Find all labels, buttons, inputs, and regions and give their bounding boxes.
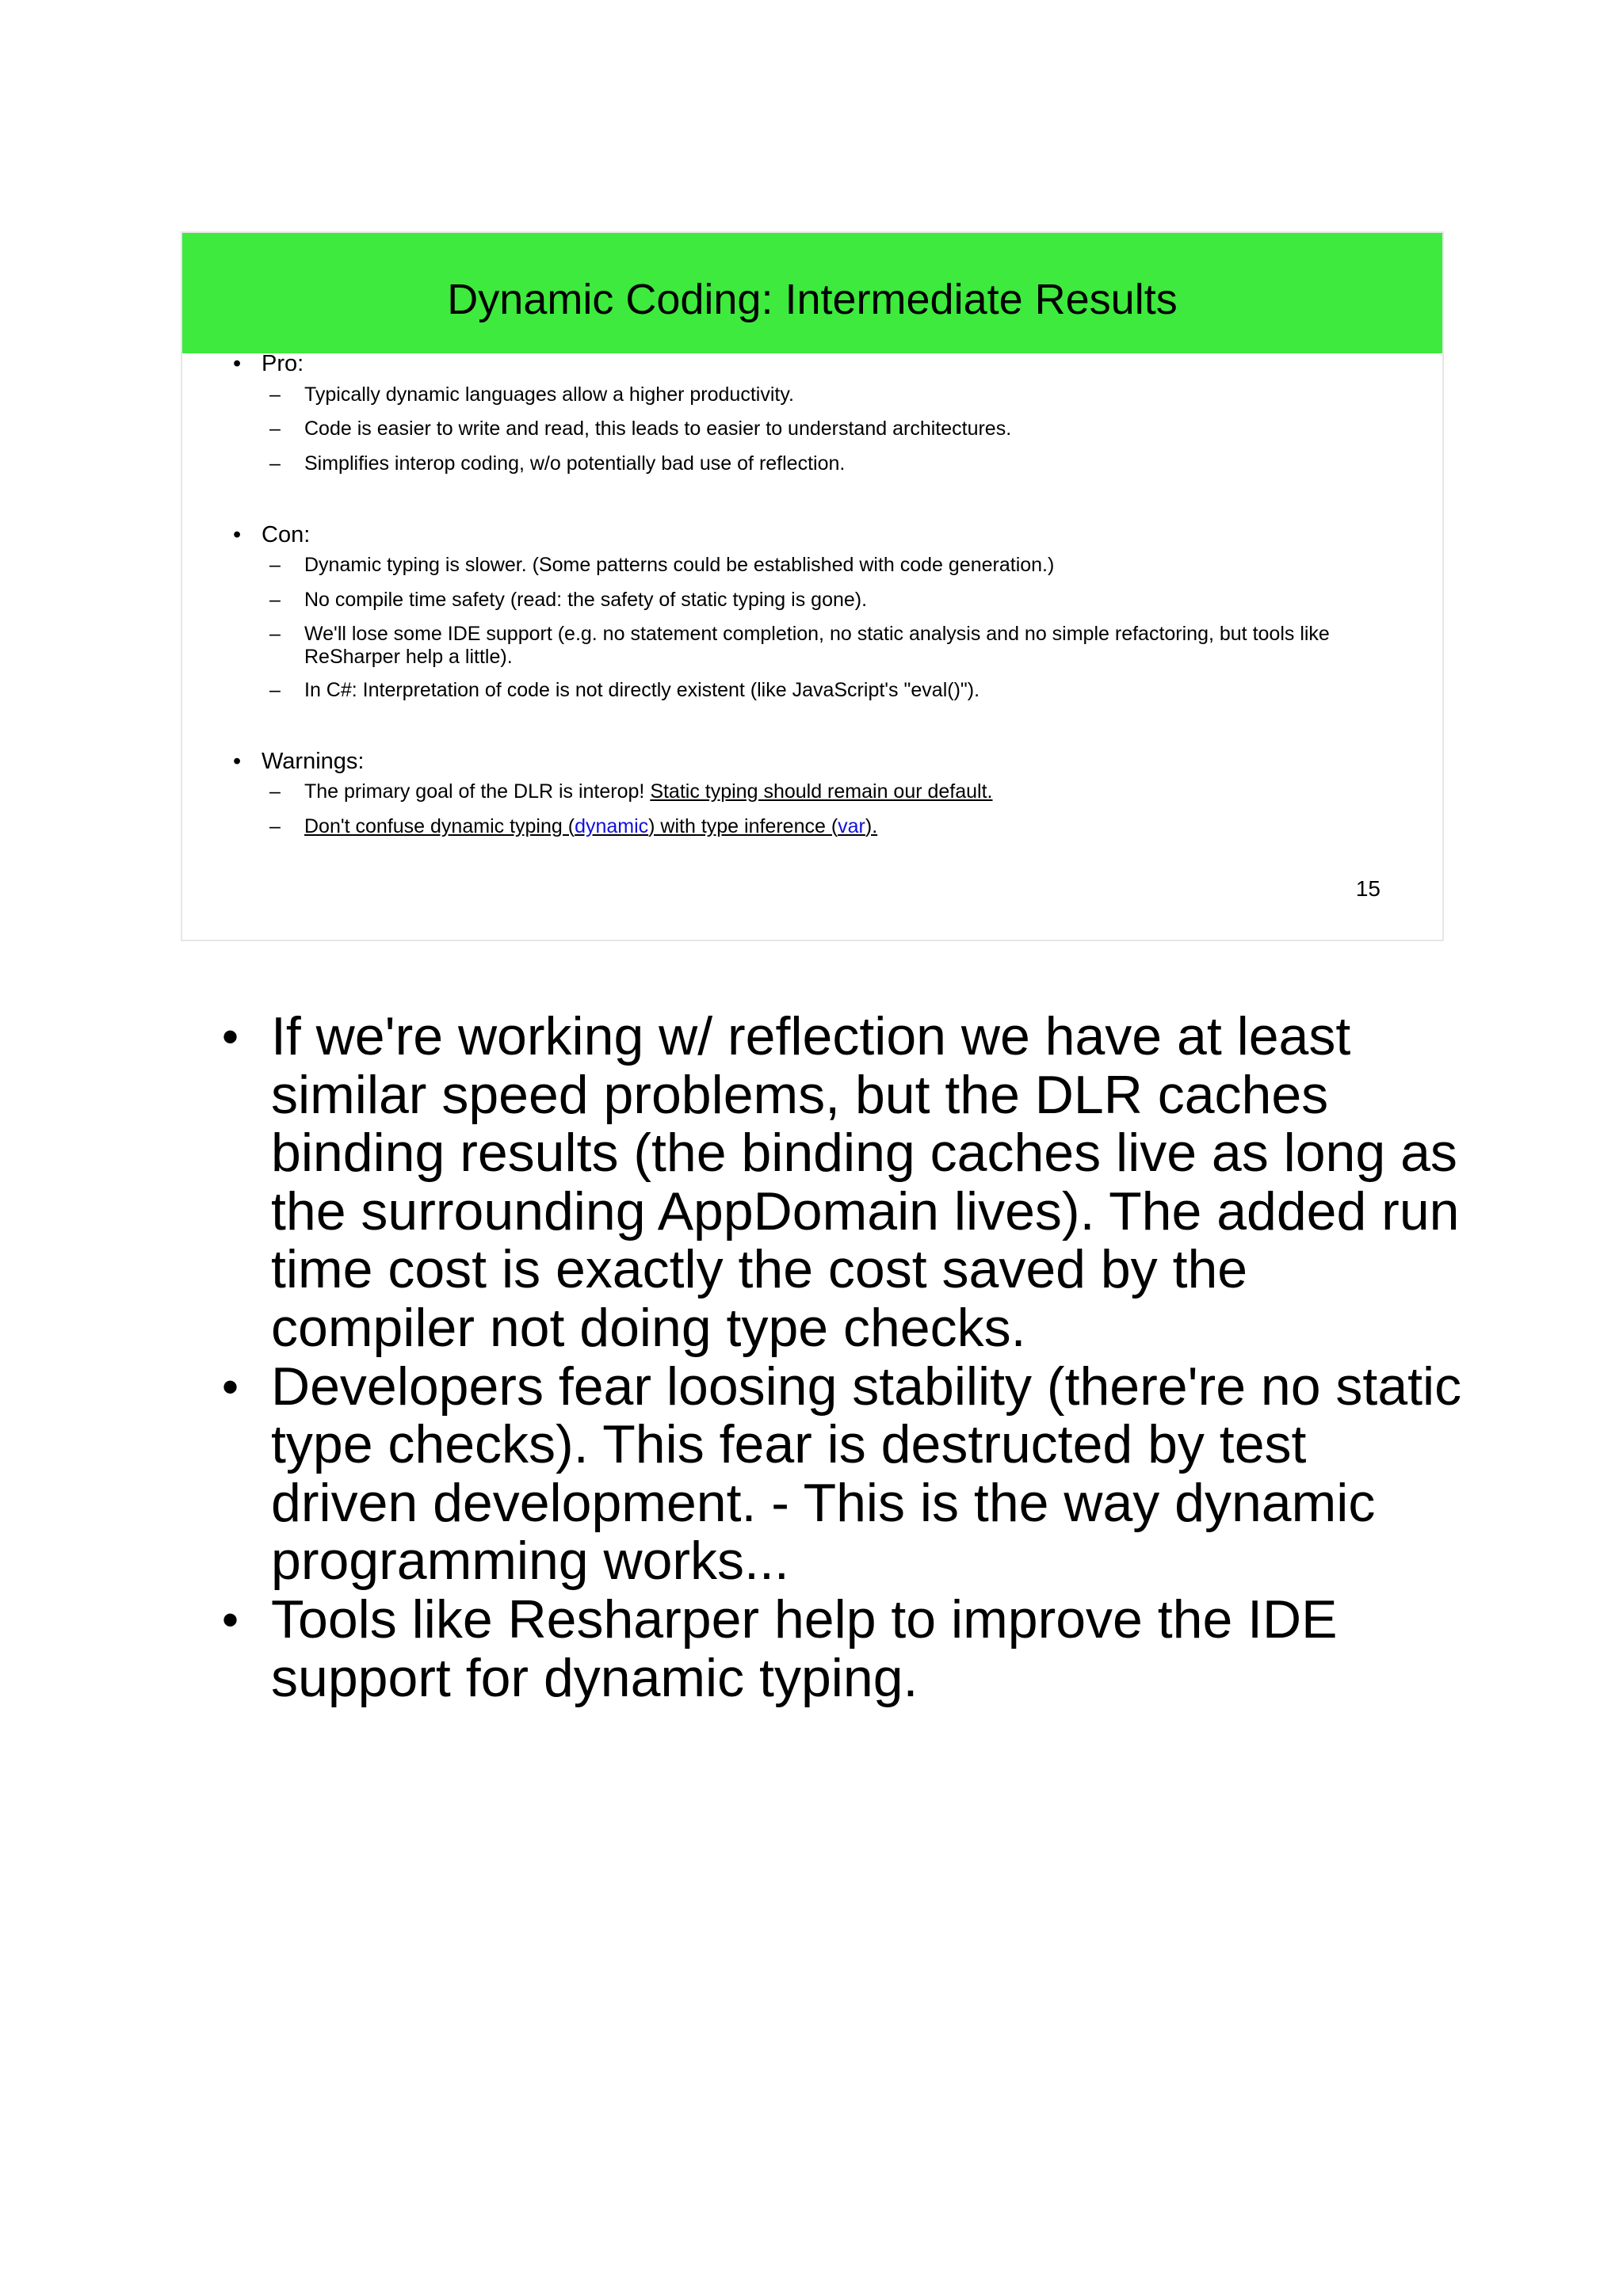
slide-title: Dynamic Coding: Intermediate Results <box>447 276 1178 323</box>
page-number: 15 <box>1355 876 1381 901</box>
bullet-dot-icon: • <box>222 1360 239 1413</box>
dash-icon: – <box>269 815 281 837</box>
underlined-text: Static typing should remain our default. <box>650 780 993 803</box>
keyword-var: var <box>838 815 865 837</box>
note-item: • Developers fear loosing stability (there're no static type checks). This fear is destructed by test driven development. - This is the way dynamic programming works... <box>222 1356 1462 1592</box>
bullet-dot-icon: • <box>233 522 242 547</box>
bullet-dot-icon: • <box>222 1010 239 1063</box>
slide <box>181 231 1444 941</box>
dash-icon: – <box>269 452 281 475</box>
speaker-notes <box>222 1006 1462 1708</box>
dash-icon: – <box>269 383 281 406</box>
dash-icon: – <box>269 780 281 803</box>
dash-icon: – <box>269 623 281 645</box>
bullet-dot-icon: • <box>233 351 242 376</box>
bullet-dot-icon: • <box>222 1592 239 1646</box>
dash-icon: – <box>269 679 281 701</box>
note-item: • Tools like Resharper help to improve the IDE support for dynamic typing. <box>222 1589 1338 1708</box>
dash-icon: – <box>269 589 281 611</box>
keyword-dynamic: dynamic <box>575 815 649 837</box>
bullet-dot-icon: • <box>233 749 242 774</box>
note-item: • If we're working w/ reflection we have at least similar speed problems, but the DLR caches binding results (the binding caches live as long as the surrounding AppDomain lives). The added run time cost is exactly the cost saved by the compiler not doing type checks. <box>222 1006 1460 1358</box>
slide-body: • Pro: – Typically dynamic languages allow a higher productivity. – Code is easier to write and read, this leads to easier to understand architectures. – Simplifies interop coding, w/o potentially bad use of reflection. • Con: – Dynamic typing is slower. (Some patterns could be established with code generation.) – No compile time safety (read: the safety of static typing is gone). – We'll lose some IDE support (e.g. no statement completion, no static analysis and no simple refactoring, but tools like ReSharper help a little). – In C#: Interpretation of code is not directly existent (like JavaScript's "eval()"). • Warnings: – The primary goal of the DLR is interop! Static typing should remain our default. – Don't confuse dynamic typing (dynamic) with type inference (var). 15 <box>233 351 1381 901</box>
dash-icon: – <box>269 554 281 576</box>
dash-icon: – <box>269 418 281 440</box>
